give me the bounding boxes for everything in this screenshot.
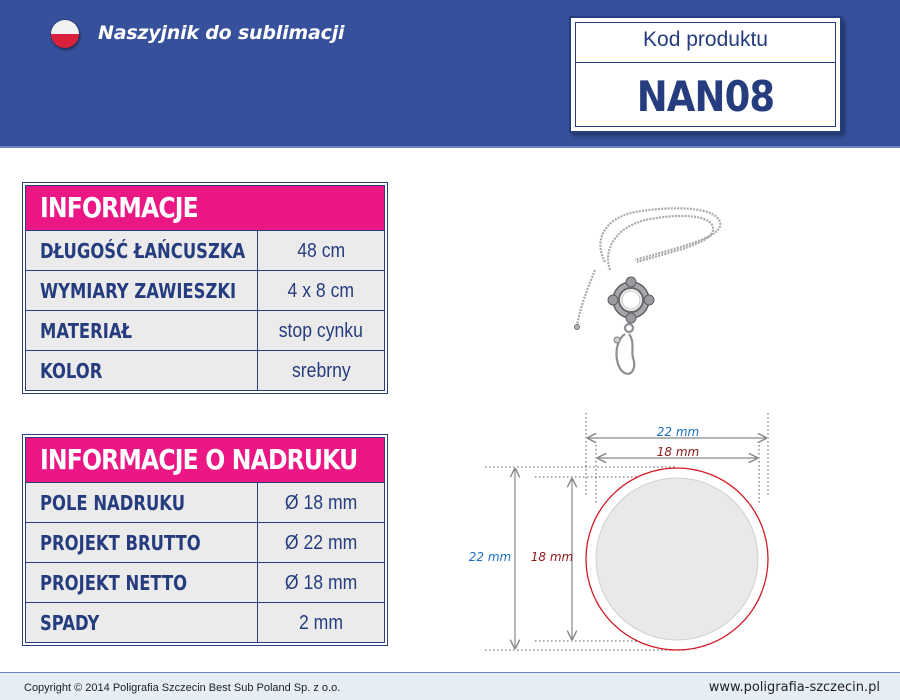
- inner-width-label: 18 mm: [656, 445, 700, 459]
- page-title: Naszyjnik do sublimacji: [98, 22, 345, 44]
- row-value: Ø 18 mm: [284, 572, 358, 594]
- copyright-text: Copyright © 2014 Poligrafia Szczecin Best Sub Poland Sp. z o.o.: [24, 682, 341, 694]
- product-code-label: Kod produktu: [643, 28, 768, 51]
- info-table: [22, 182, 388, 394]
- row-key: POLE NADRUKU: [26, 483, 258, 522]
- table-row: [26, 522, 384, 562]
- row-value: Ø 22 mm: [284, 532, 358, 554]
- table-row: [26, 482, 384, 522]
- product-code-box: [569, 16, 842, 133]
- row-value: 48 cm: [297, 240, 345, 262]
- row-key: MATERIAŁ: [26, 311, 258, 350]
- poland-flag-icon: [51, 20, 79, 48]
- table-row: [26, 230, 384, 270]
- row-value: 4 x 8 cm: [287, 280, 355, 302]
- table-row: [26, 602, 384, 642]
- row-value: 2 mm: [299, 612, 343, 634]
- print-area-diagram: [460, 405, 780, 665]
- print-table-title: INFORMACJE O NADRUKU: [26, 438, 384, 482]
- inner-print-circle: [596, 478, 758, 640]
- product-code-value: NAN08: [636, 72, 775, 121]
- row-value: stop cynku: [278, 320, 364, 342]
- outer-height-label: 22 mm: [468, 550, 512, 564]
- row-key: DŁUGOŚĆ ŁAŃCUSZKA: [26, 231, 258, 270]
- pendant-frame-icon: [608, 277, 654, 323]
- info-table-title: INFORMACJE: [26, 186, 384, 230]
- row-key: PROJEKT NETTO: [26, 563, 258, 602]
- header-banner: [0, 0, 900, 148]
- print-info-table: [22, 434, 388, 646]
- row-key: WYMIARY ZAWIESZKI: [26, 271, 258, 310]
- footer: [0, 672, 900, 700]
- table-row: [26, 350, 384, 390]
- website-link[interactable]: www.poligrafia-szczecin.pl: [708, 680, 880, 695]
- row-value: Ø 18 mm: [284, 492, 358, 514]
- row-value: srebrny: [291, 360, 351, 382]
- table-row: [26, 310, 384, 350]
- row-key: PROJEKT BRUTTO: [26, 523, 258, 562]
- table-row: [26, 270, 384, 310]
- inner-height-label: 18 mm: [530, 550, 574, 564]
- row-key: KOLOR: [26, 351, 258, 390]
- necklace-product-image: [565, 200, 735, 385]
- outer-width-label: 22 mm: [656, 425, 700, 439]
- product-code-divider: [575, 62, 836, 63]
- row-key: SPADY: [26, 603, 258, 642]
- table-row: [26, 562, 384, 602]
